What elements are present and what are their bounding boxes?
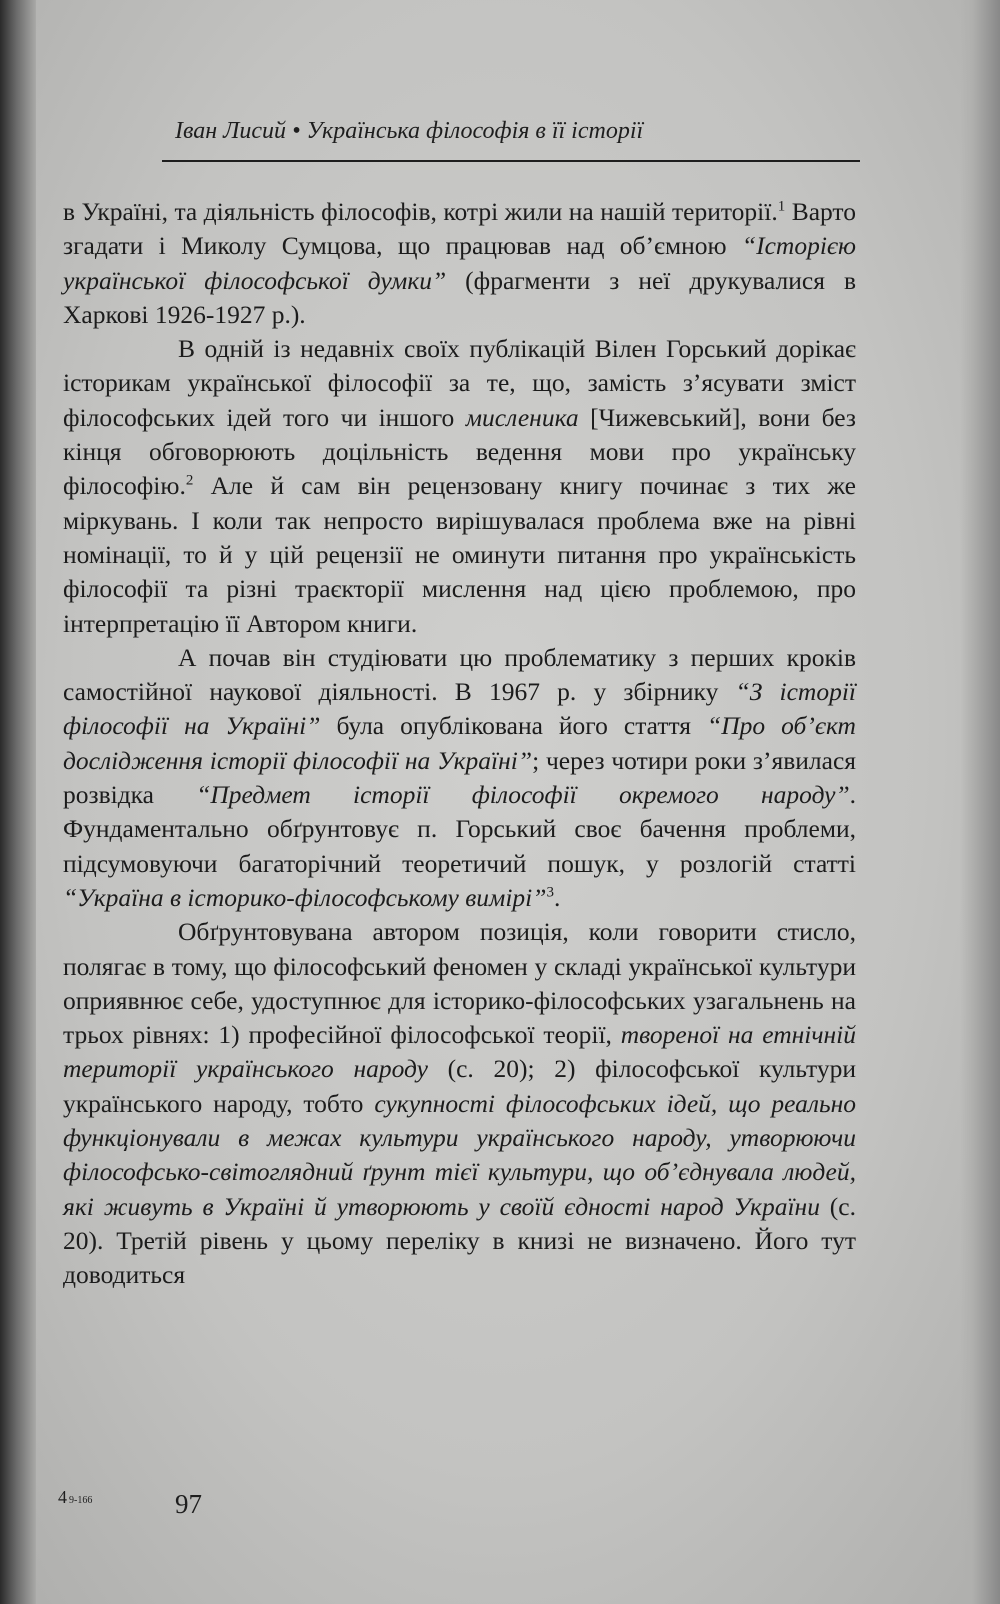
- text-run: Але й сам він рецензовану книгу починає з тих же міркувань. І коли так непросто вирішувалася проблема вже на рівні номінації, то й у цій рецензії не оминути питання про українськість філософії та різні траєкторії мислення над цією проблемою, про інтерпретацію її Автором книги.: [63, 471, 856, 638]
- italic-text: “Історією української філософської думки”: [63, 231, 856, 295]
- text-run: в Україні, та діяльність філософів, котрі жили на нашій території.: [63, 197, 778, 226]
- signature-code: 9-166: [69, 1495, 93, 1506]
- footnote-marker: 2: [185, 472, 194, 489]
- page-shadow-right: [960, 0, 1000, 1604]
- text-run: .: [553, 882, 561, 912]
- text-run: [Чижевський], вони без кінця обговорюють доцільність ведення мови про українську філософію.: [63, 402, 857, 501]
- header-title: Українська філософія в її історії: [306, 118, 644, 144]
- header-author: Іван Лисий: [175, 118, 287, 144]
- text-run: Обґрунтовувана автором позиція, коли говорити стисло, полягає в тому, що філософський феномен у складі української культури оприявнює себе, удоступнює для історико-філософських узагальнень на трьох рівнях: 1) професійної філософської теорії,: [63, 917, 856, 1050]
- printer-signature: [58, 1487, 92, 1508]
- italic-text: “Предмет історії філософії окремого народу”: [196, 780, 850, 810]
- text-run: В одній із недавніх своїх публікацій Вілен Горський дорікає історикам української філософії за те, що, замість з’ясувати зміст філософських ідей того чи іншого: [63, 334, 856, 432]
- italic-text: “З історії філософії на Україні”: [63, 677, 856, 741]
- italic-text: твореної на етнічній території українського народу: [63, 1020, 856, 1084]
- italic-text: мисленика: [465, 402, 579, 432]
- header-rule: [162, 160, 860, 162]
- text-run: (с. 20); 2) філософської культури українського народу, тобто: [63, 1054, 857, 1118]
- running-header: [175, 118, 860, 145]
- text-run: Варто згадати і Миколу Сумцова, що працював над об’ємною: [63, 197, 856, 261]
- footnote-marker: 1: [777, 198, 786, 215]
- text-run: . Фундаментально обґрунтовує п. Горський своє бачення проблеми, підсумовуючи багаторічний теоретичий пошук, у розлогій статті: [63, 780, 857, 878]
- page-number: 97: [175, 1489, 202, 1519]
- text-run: А почав він студіювати цю проблематику з перших кроків самостійної наукової діяльності. В 1967 р. у збірнику: [63, 642, 856, 707]
- footnote-marker: 3: [546, 884, 554, 901]
- signature-number: 4: [58, 1487, 67, 1507]
- italic-text: “Про об’єкт дослідження історії філософії на Україні”: [63, 711, 856, 775]
- text-run: (фрагменти з неї друкувалися в Харкові 1926-1927 р.).: [63, 265, 856, 329]
- paragraph: [63, 641, 856, 915]
- italic-text: “Україна в історико-філософському вимірі”: [63, 882, 547, 912]
- paragraph: [63, 915, 856, 1292]
- paragraph: [63, 195, 856, 332]
- body-text: [63, 195, 856, 1293]
- paragraph: [63, 332, 856, 641]
- text-run: (с. 20). Третій рівень у цьому переліку в книзі не визначено. Його тут доводиться: [63, 1191, 856, 1290]
- italic-text: сукупності філософських ідей, що реально функціонували в межах культури українського народу, утворюючи філософсько-світоглядний ґрунт тієї культури, що об’єднувала людей, які живуть в Україні й утворюють у своїй єдності народ України: [63, 1088, 856, 1221]
- text-run: ; через чотири роки з’явилася розвідка: [63, 745, 856, 810]
- header-separator: •: [292, 118, 301, 144]
- page-shadow-left: [0, 0, 36, 1604]
- text-run: була опублікована його стаття: [320, 711, 708, 741]
